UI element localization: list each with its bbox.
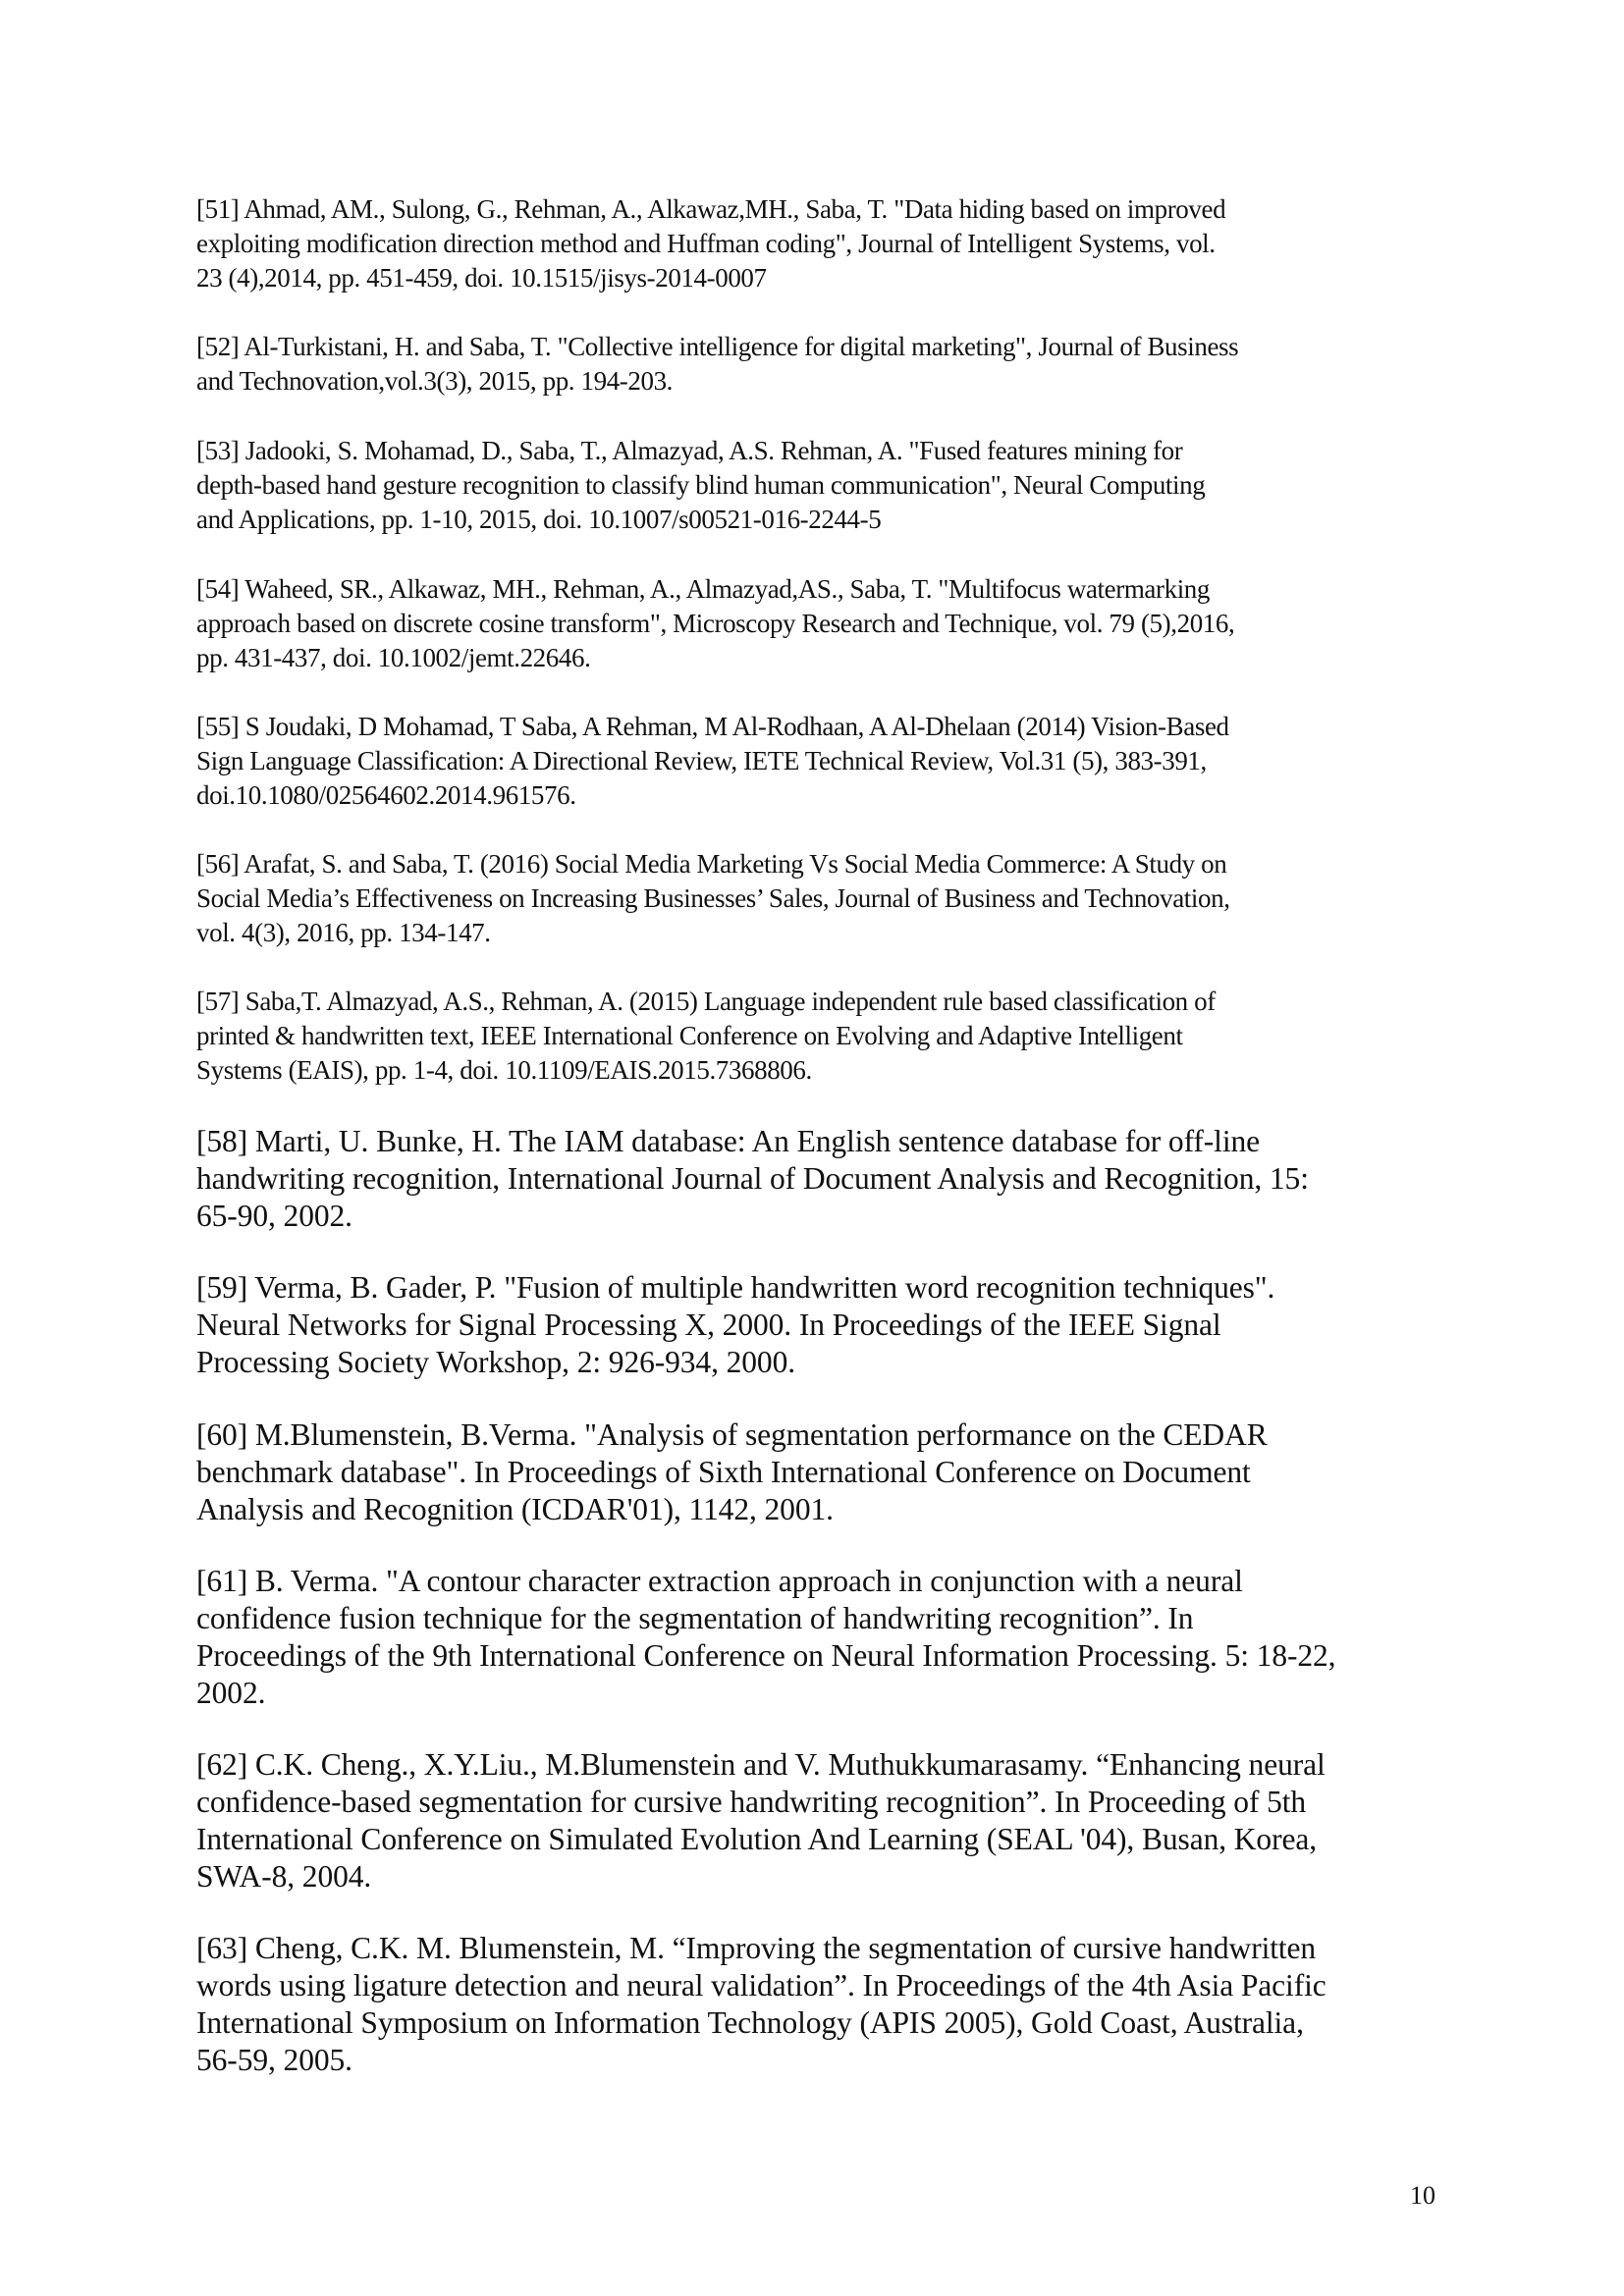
reference-line: [63] Cheng, C.K. M. Blumenstein, M. “Improving the segmentation of cursive handwritten: [196, 1931, 1317, 1965]
reference-line: 56-59, 2005.: [196, 2043, 352, 2077]
reference-55: [196, 710, 1473, 813]
reference-line: [51] Ahmad, AM., Sulong, G., Rehman, A., Alkawaz,MH., Saba, T. "Data hiding based on improved: [196, 194, 1226, 224]
reference-line: printed & handwritten text, IEEE International Conference on Evolving and Adaptive Intelligent: [196, 1021, 1183, 1050]
reference-line: Systems (EAIS), pp. 1-4, doi. 10.1109/EAIS.2015.7368806.: [196, 1055, 812, 1085]
reference-line: [58] Marti, U. Bunke, H. The IAM database: An English sentence database for off-line: [196, 1124, 1261, 1158]
reference-line: SWA-8, 2004.: [196, 1859, 372, 1894]
reference-line: International Conference on Simulated Evolution And Learning (SEAL '04), Busan, Korea,: [196, 1822, 1317, 1856]
reference-line: [60] M.Blumenstein, B.Verma. "Analysis of segmentation performance on the CEDAR: [196, 1417, 1268, 1452]
reference-line: [61] B. Verma. "A contour character extraction approach in conjunction with a neural: [196, 1564, 1243, 1598]
reference-line: depth-based hand gesture recognition to classify blind human communication", Neural Computing: [196, 470, 1206, 500]
reference-line: Analysis and Recognition (ICDAR'01), 1142, 2001.: [196, 1492, 834, 1526]
reference-line: confidence fusion technique for the segmentation of handwriting recognition”. In: [196, 1601, 1194, 1635]
reference-line: 23 (4),2014, pp. 451-459, doi. 10.1515/jisys-2014-0007: [196, 263, 767, 293]
reference-line: [56] Arafat, S. and Saba, T. (2016) Social Media Marketing Vs Social Media Commerce: A Study on: [196, 849, 1227, 879]
reference-62: [196, 1746, 1473, 1896]
reference-line: doi.10.1080/02564602.2014.961576.: [196, 780, 576, 810]
reference-line: Processing Society Workshop, 2: 926-934, 2000.: [196, 1345, 796, 1379]
reference-line: [55] S Joudaki, D Mohamad, T Saba, A Rehman, M Al-Rodhaan, A Al-Dhelaan (2014) Vision-Based: [196, 712, 1229, 741]
reference-58: [196, 1123, 1473, 1235]
reference-line: confidence-based segmentation for cursive handwriting recognition”. In Proceeding of 5th: [196, 1785, 1307, 1819]
reference-53: [196, 434, 1473, 537]
reference-line: and Technovation,vol.3(3), 2015, pp. 194-203.: [196, 366, 674, 396]
reference-line: handwriting recognition, International Journal of Document Analysis and Recognition, 15:: [196, 1161, 1309, 1196]
reference-line: words using ligature detection and neural validation”. In Proceedings of the 4th Asia Pacific: [196, 1968, 1326, 2002]
reference-line: and Applications, pp. 1-10, 2015, doi. 10.1007/s00521-016-2244-5: [196, 505, 882, 534]
reference-line: benchmark database". In Proceedings of Sixth International Conference on Document: [196, 1455, 1251, 1489]
reference-line: [59] Verma, B. Gader, P. "Fusion of multiple handwritten word recognition techniques".: [196, 1270, 1275, 1305]
reference-line: [53] Jadooki, S. Mohamad, D., Saba, T., Almazyad, A.S. Rehman, A. "Fused features mining for: [196, 436, 1183, 465]
reference-line: Social Media’s Effectiveness on Increasing Businesses’ Sales, Journal of Business and Technovation,: [196, 883, 1230, 913]
reference-line: International Symposium on Information Technology (APIS 2005), Gold Coast, Australia,: [196, 2005, 1304, 2040]
reference-line: Sign Language Classification: A Directional Review, IETE Technical Review, Vol.31 (5), 383-391,: [196, 746, 1207, 775]
reference-57: [196, 985, 1473, 1088]
reference-line: Proceedings of the 9th International Conference on Neural Information Processing. 5: 18-22,: [196, 1638, 1336, 1673]
reference-52: [196, 330, 1473, 399]
reference-54: [196, 572, 1473, 675]
reference-line: exploiting modification direction method and Huffman coding", Journal of Intelligent Systems, vol.: [196, 229, 1216, 258]
reference-60: [196, 1416, 1473, 1528]
reference-line: Neural Networks for Signal Processing X, 2000. In Proceedings of the IEEE Signal: [196, 1308, 1221, 1342]
reference-line: 2002.: [196, 1676, 266, 1710]
reference-line: [52] Al-Turkistani, H. and Saba, T. "Collective intelligence for digital marketing", Journal of Business: [196, 332, 1239, 361]
reference-line: [62] C.K. Cheng., X.Y.Liu., M.Blumenstein and V. Muthukkumarasamy. “Enhancing neural: [196, 1747, 1326, 1782]
reference-56: [196, 847, 1473, 950]
reference-line: 65-90, 2002.: [196, 1199, 352, 1233]
reference-line: [57] Saba,T. Almazyad, A.S., Rehman, A. (2015) Language independent rule based classification of: [196, 987, 1216, 1016]
reference-line: pp. 431-437, doi. 10.1002/jemt.22646.: [196, 643, 591, 672]
reference-line: approach based on discrete cosine transform", Microscopy Research and Technique, vol. 79 (5),2016,: [196, 609, 1235, 638]
reference-51: [196, 192, 1473, 295]
reference-line: [54] Waheed, SR., Alkawaz, MH., Rehman, A., Almazyad,AS., Saba, T. "Multifocus watermarking: [196, 574, 1211, 604]
reference-63: [196, 1930, 1473, 2079]
reference-59: [196, 1269, 1473, 1381]
reference-61: [196, 1563, 1473, 1712]
page-number: 10: [1410, 2181, 1435, 2210]
reference-line: vol. 4(3), 2016, pp. 134-147.: [196, 918, 491, 947]
